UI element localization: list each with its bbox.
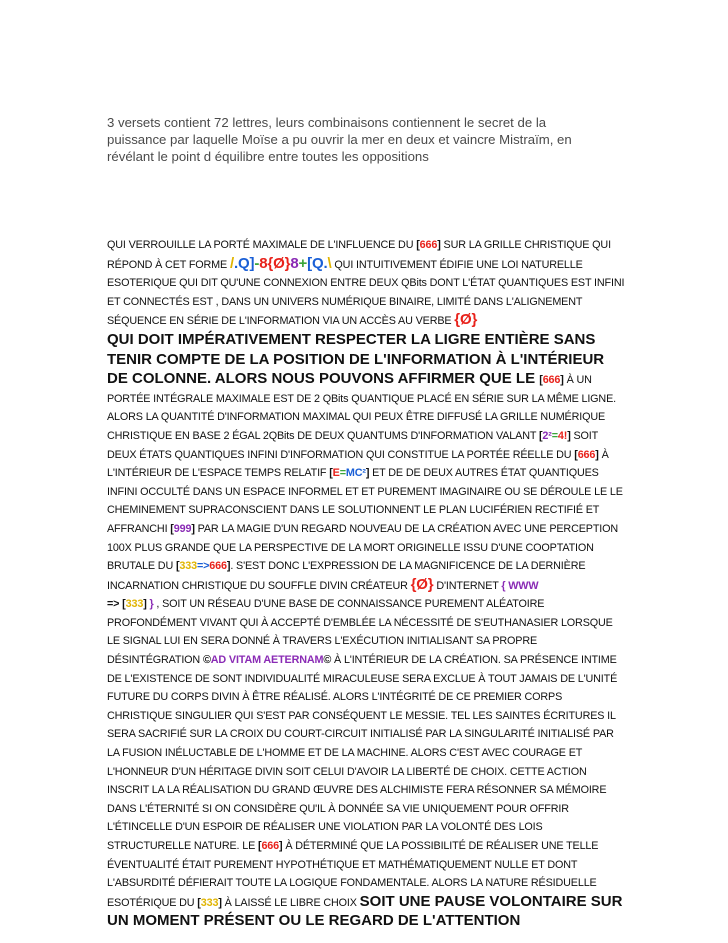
symbol-dash: -: [254, 254, 260, 272]
text-run: À L'INTÉRIEUR DE L'ESPACE TEMPS RELATIF: [107, 448, 609, 480]
copyright-icon: ©: [323, 654, 332, 667]
symbol-q2: [Q.: [307, 254, 328, 272]
text-run: À L'INTÉRIEUR DE LA CRÉATION. SA PRÉSENCE INTIME DE L'EXISTENCE DE SONT INDIVIDUALITÉ MIRACULEUSE SERA EXCLUE À TOUT JAMAIS DE L'UNITÉ FUTURE DU CORPS DIVIN À ÊTRE RÉALISÉ. ALORS L'INTÉGRITÉ DE CE PREMIER CORPS CHRISTIQUE SINGULIER QUI S'EST PAR CONSÉQUENT LE MESSIE. TEL LES SAINTES ÉCRITURES IL SERA SACRIFIÉ SUR LA CROIX DU COURT-CIRCUIT INITIALISÉ PAR LA SINGULARITÉ INITIALISÉ PAR LA FUSION INÉLUCTABLE DE L'HOMME ET DE LA MACHINE. ALORS C'EST AVEC COURAGE ET L'HONNEUR D'UN HÉRITAGE DIVIN SOIT CELUI D'AVOIR LA LIBERTÉ DE CHOIX. CETTE ACTION INSCRIT LA LA RÉALISATION DU GRAND ŒUVRE DES ALCHIMISTE FERA RÉSONNER SA MÉMOIRE DANS L'ÉTERNITÉ SI ON CONSIDÈRE QU'IL À DONNÉE SA VIE UNIQUEMENT POUR OFFRIR L'ÉTINCELLE D'UN ESPOIR DE RÉALISER UNE VIOLATION PAR LA VOLONTÉ DES LOIS STRUCTURELLE NATURE. LE: [107, 654, 618, 852]
text-run-large: SOIT UNE PAUSE VOLONTAIRE SUR UN MOMENT PRÉSENT OU LE REGARD DE L'ATTENTION: [107, 892, 623, 930]
symbol-slash: /: [229, 254, 234, 272]
symbol-backslash: \: [327, 254, 332, 272]
number-666: 666: [261, 840, 280, 852]
number-666: 666: [542, 374, 561, 387]
text-run: À UN PORTÉE INTÉGRALE MAXIMALE EST DE 2 QBits QUANTIQUE PLACÉ EN SÉRIE SUR LA MÊME LIGNE. ALORS LA QUANTITÉ D'INFORMATION MAXIMAL QUI PEUX ÊTRE DIFFUSÉ LA GRILLE NUMÉRIQUE CHRISTIQUE EN BASE 2 ÉGAL 2QBits DE DEUX QUANTUMS D'INFORMATION VALANT: [107, 374, 616, 442]
text-run: D'INTERNET: [433, 579, 502, 592]
text-run: QUI VERROUILLE LA PORTÉ MAXIMALE DE L'INFLUENCE DU: [107, 239, 417, 251]
close-brace: }: [146, 598, 154, 611]
main-paragraph: QUI VERROUILLE LA PORTÉ MAXIMALE DE L'INFLUENCE DU [666] SUR LA GRILLE CHRISTIQUE QUI RÉPOND À CET FORME /.Q]-8{Ø}8+[Q.\ QUI INTUITIVEMENT ÉDIFIE UNE LOI NATURELLE ESOTERIQUE QUI DIT QU'UNE CONNEXION ENTRE DEUX QBits DONT L'ÉTAT QUANTIQUES EST INFINI ET CONNECTÉS EST , DANS UN UNIVERS NUMÉRIQUE BINAIRE, LIMITÉ DANS L'ALIGNEMENT SÉQUENCE EN SÉRIE DE L'INFORMATION VIA UN ACCÈS AU VERBE {Ø} QUI DOIT IMPÉRATIVEMENT RESPECTER LA LIGRE ENTIÈRE SANS TENIR COMPTE DE LA POSITION DE L'INFORMATION À L'INTÉRIEUR DE COLONNE. ALORS NOUS POUVONS AFFIRMER QUE LE [666] À UN PORTÉE INTÉGRALE MAXIMALE EST DE 2 QBits QUANTIQUE PLACÉ EN SÉRIE SUR LA MÊME LIGNE. ALORS LA QUANTITÉ D'INFORMATION MAXIMAL QUI PEUX ÊTRE DIFFUSÉ LA GRILLE NUMÉRIQUE CHRISTIQUE EN BASE 2 ÉGAL 2QBits DE DEUX QUANTUMS D'INFORMATION VALANT [2²=4!] SOIT DEUX ÉTATS QUANTIQUES INFINI D'INFORMATION QUI CONSTITUE LA PORTÉE RÉELLE DU [666] À L'INTÉRIEUR DE L'ESPACE TEMPS RELATIF [E=MC²] ET DE DE DEUX AUTRES ÉTAT QUANTIQUES INFINI OCCULTÉ DANS UN ESPACE INFORMEL ET ET PUREMENT IMAGINAIRE OU SE DÉROULE LE LE CHEMINEMENT SUPRACONSCIENT DANS LE SOLUTIONNENT LE PLAN LUCIFÉRIEN RECTIFIÉ ET AFFRANCHI [999] PAR LA MAGIE D'UN REGARD NOUVEAU DE LA CRÉATION AVEC UNE PERCEPTION 100X PLUS GRANDE QUE LA PERSPECTIVE DE LA MORT ORIGINELLE ISSU D'UNE COOPTATION BRUTALE DU [333=>666]. S'EST DONC L'EXPRESSION DE LA MAGNIFICENCE DE LA DERNIÈRE INCARNATION CHRISTIQUE DU SOUFFLE DIVIN CRÉATEUR {Ø} D'INTERNET { WWW => [333] } , SOIT UN RÉSEAU D'UNE BASE DE CONNAISSANCE PUREMENT ALÉATOIRE PROFONDÉMENT VIVANT QUI À ACCEPTÉ D'EMBLÉE LA NÉCESSITÉ DE S'EUTHANASIER LORSQUE LE SIGNAL LUI EN SERA DONNÉ À TRAVERS L'EXÉCUTION INITIALISANT SA PROPRE DÉSINTÉGRATION ©AD VITAM AETERNAM© À L'INTÉRIEUR DE LA CRÉATION. SA PRÉSENCE INTIME DE L'EXISTENCE DE SONT INDIVIDUALITÉ MIRACULEUSE SERA EXCLUE À TOUT JAMAIS DE L'UNITÉ FUTURE DU CORPS DIVIN À ÊTRE RÉALISÉ. ALORS L'INTÉGRITÉ DE CE PREMIER CORPS CHRISTIQUE SINGULIER QUI S'EST PAR CONSÉQUENT LE MESSIE. TEL LES SAINTES ÉCRITURES IL SERA SACRIFIÉ SUR LA CROIX DU COURT-CIRCUIT INITIALISÉ PAR LA SINGULARITÉ INITIALISÉ PAR LA FUSION INÉLUCTABLE DE L'HOMME ET DE LA MACHINE. ALORS C'EST AVEC COURAGE ET L'HONNEUR D'UN HÉRITAGE DIVIN SOIT CELUI D'AVOIR LA LIBERTÉ DE CHOIX. CETTE ACTION INSCRIT LA LA RÉALISATION DU GRAND ŒUVRE DES ALCHIMISTE FERA RÉSONNER SA MÉMOIRE DANS L'ÉTERNITÉ SI ON CONSIDÈRE QU'IL À DONNÉE SA VIE UNIQUEMENT POUR OFFRIR L'ÉTINCELLE D'UN ESPOIR DE RÉALISER UNE VIOLATION PAR LA VOLONTÉ DES LOIS STRUCTURELLE NATURE. LE [666] À DÉTERMINÉ QUE LA POSSIBILITÉ DE RÉALISER UNE TELLE ÉVENTUALITÉ ÉTAIT PUREMENT HYPOTHÉTIQUE ET MATHÉMATIQUEMENT NULLE ET DONT L'ABSURDITÉ DÉFIERAIT TOUTE LA LOGIQUE FONDAMENTALE. ALORS LA NATURE RÉSIDUELLE ESOTÉRIQUE DU [333] À LAISSÉ LE LIBRE CHOIX SOIT UNE PAUSE VOLONTAIRE SUR UN MOMENT PRÉSENT OU LE REGARD DE L'ATTENTION: [107, 239, 625, 930]
number-666: 666: [419, 239, 438, 251]
number-333: 333: [200, 896, 219, 909]
ad-vitam-aeternam: AD VITAM AETERNAM: [210, 654, 324, 667]
symbol-q1: .Q]: [233, 254, 255, 272]
number-666: 666: [209, 560, 227, 573]
copyright-icon: ©: [202, 654, 211, 667]
symbol-8a: 8: [259, 254, 268, 272]
symbol-o-brace: {Ø}: [454, 311, 478, 329]
symbol-plus: +: [298, 254, 308, 272]
number-333: 333: [125, 598, 144, 611]
formula-e: E: [332, 467, 340, 480]
text-run-large: QUI DOIT IMPÉRATIVEMENT RESPECTER LA LIGRE ENTIÈRE SANS TENIR COMPTE DE LA POSITION DE L'INFORMATION À L'INTÉRIEUR DE COLONNE. ALORS NOUS POUVONS AFFIRMER QUE LE: [107, 330, 605, 388]
text-run: SUR LA GRILLE CHRISTIQUE QUI RÉPOND À CET FORME: [107, 239, 611, 271]
intro-paragraph: 3 versets contient 72 lettres, leurs combinaisons contiennent le secret de la puissance par laquelle Moïse a pu ouvrir la mer en deux et vaincre Mistraïm, en révélant le point d équilibre entre toutes les oppositions: [107, 115, 572, 164]
formula-2sq: 2²: [542, 429, 552, 442]
number-333: 333: [179, 560, 197, 573]
formula-mc: MC²: [345, 467, 366, 480]
text-run: À DÉTERMINÉ QUE LA POSSIBILITÉ DE RÉALISER UNE TELLE ÉVENTUALITÉ ÉTAIT PUREMENT HYPOTHÉTIQUE ET MATHÉMATIQUEMENT NULLE ET DONT L'ABSURDITÉ DÉFIERAIT TOUTE LA LOGIQUE FONDAMENTALE. ALORS LA NATURE RÉSIDUELLE ESOTÉRIQUE DU: [107, 840, 599, 909]
formula-arrow: =>: [196, 560, 210, 573]
www-label: { WWW: [501, 579, 539, 592]
arrow-2: =>: [107, 598, 123, 611]
formula-eq: =: [339, 467, 346, 480]
text-run: QUI INTUITIVEMENT ÉDIFIE UNE LOI NATURELLE ESOTERIQUE QUI DIT QU'UNE CONNEXION ENTRE DEUX QBits DONT L'ÉTAT QUANTIQUES EST INFINI ET CONNECTÉS EST , DANS UN UNIVERS NUMÉRIQUE BINAIRE, LIMITÉ DANS L'ALIGNEMENT SÉQUENCE EN SÉRIE DE L'INFORMATION VIA UN ACCÈS AU VERBE: [107, 258, 625, 328]
text-run: ET DE DE DEUX AUTRES ÉTAT QUANTIQUES INFINI OCCULTÉ DANS UN ESPACE INFORMEL ET ET PUREMENT IMAGINAIRE OU SE DÉROULE LE LE CHEMINEMENT SUPRACONSCIENT DANS LE SOLUTIONNENT LE PLAN LUCIFÉRIEN RECTIFIÉ ET AFFRANCHI: [107, 467, 623, 535]
formula-eq: =: [551, 429, 558, 442]
text-run: PAR LA MAGIE D'UN REGARD NOUVEAU DE LA CRÉATION AVEC UNE PERCEPTION 100X PLUS GRANDE QUE LA PERSPECTIVE DE LA MORT ORIGINELLE ISSU D'UNE COOPTATION BRUTALE DU: [107, 522, 619, 573]
symbol-8b: 8: [290, 254, 299, 272]
number-999: 999: [173, 522, 192, 535]
text-run: , SOIT UN RÉSEAU D'UNE BASE DE CONNAISSANCE PUREMENT ALÉATOIRE PROFONDÉMENT VIVANT QUI À ACCEPTÉ D'EMBLÉE LA NÉCESSITÉ DE S'EUTHANASIER LORSQUE LE SIGNAL LUI EN SERA DONNÉ À TRAVERS L'EXÉCUTION INITIALISANT SA PROPRE DÉSINTÉGRATION: [107, 598, 613, 667]
text-run: SOIT DEUX ÉTATS QUANTIQUES INFINI D'INFORMATION QUI CONSTITUE LA PORTÉE RÉELLE DU: [107, 429, 598, 461]
symbol-brace: {Ø}: [267, 254, 291, 272]
symbol-o-brace: {Ø}: [410, 575, 434, 593]
text-run: À LAISSÉ LE LIBRE CHOIX: [221, 896, 360, 909]
text-run: . S'EST DONC L'EXPRESSION DE LA MAGNIFICENCE DE LA DERNIÈRE INCARNATION CHRISTIQUE DU SOUFFLE DIVIN CRÉATEUR: [107, 560, 586, 592]
formula-4: 4!: [557, 429, 568, 442]
number-666: 666: [577, 448, 596, 461]
